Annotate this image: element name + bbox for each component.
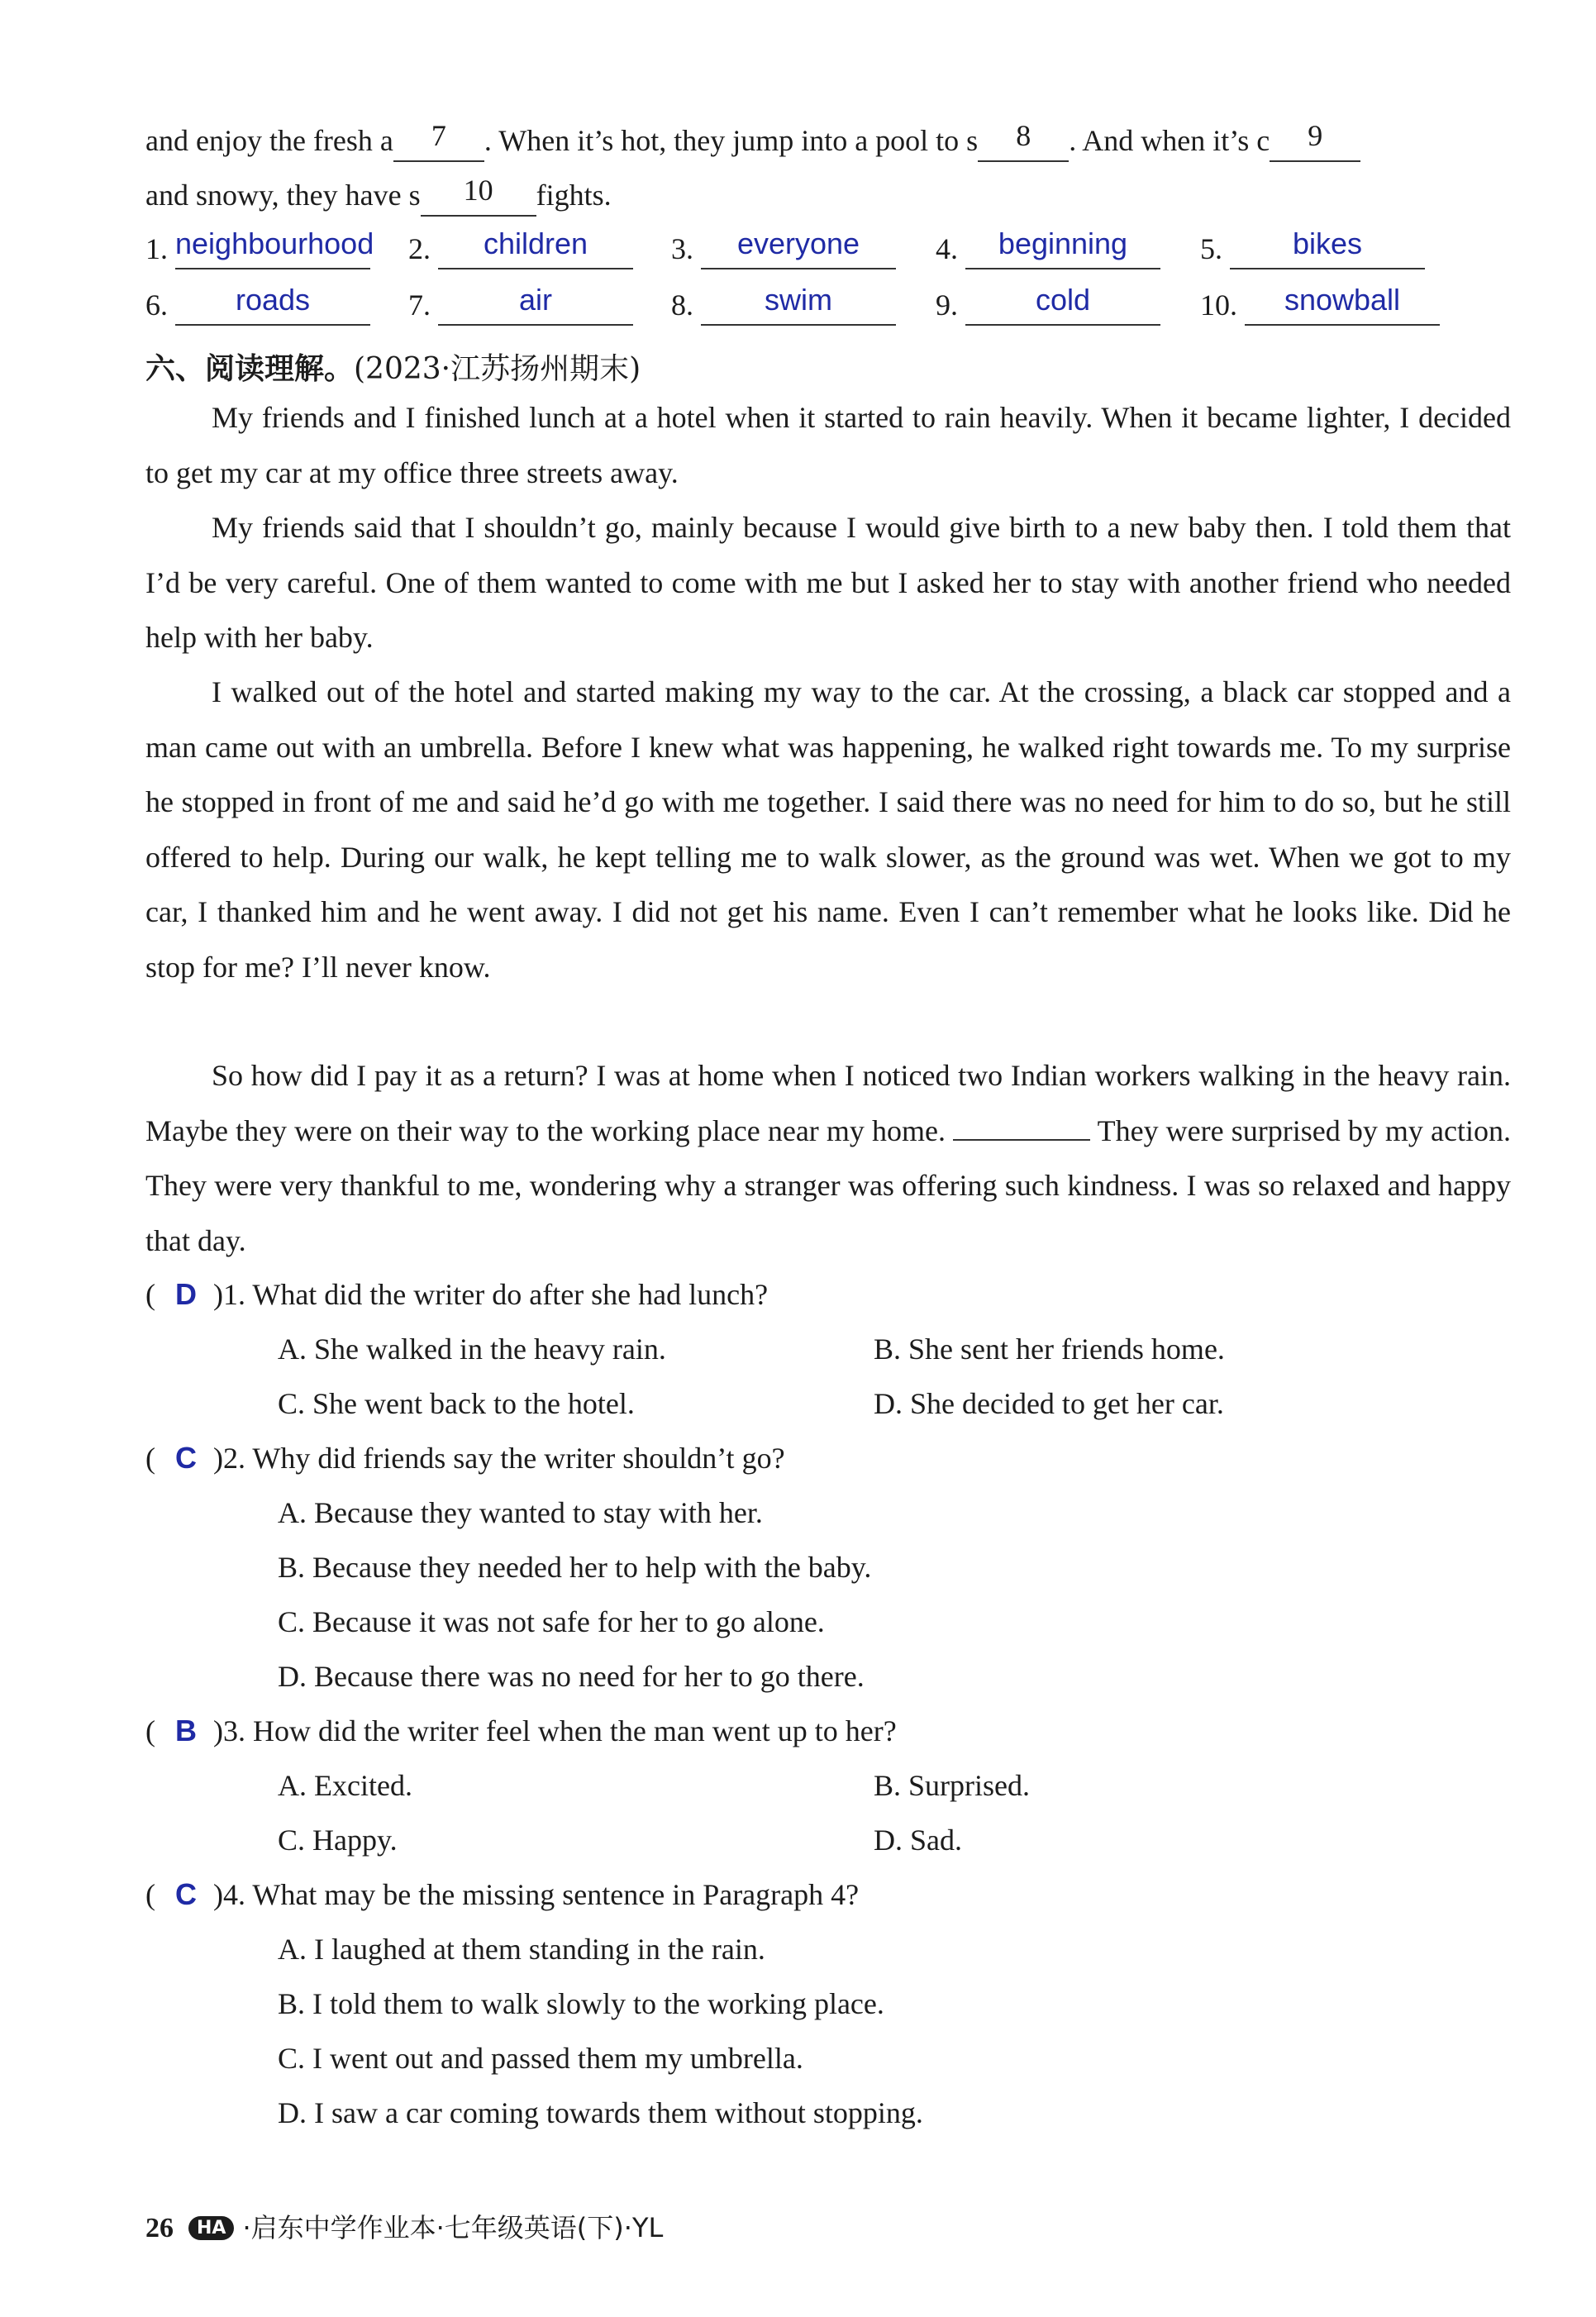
- question-answer: D: [175, 1277, 197, 1311]
- question-text: )3. How did the writer feel when the man went up to her?: [213, 1714, 897, 1747]
- option-a: A. Because they wanted to stay with her.: [278, 1496, 763, 1529]
- question-answer: B: [175, 1714, 197, 1747]
- passage-paragraph-1: [145, 390, 1511, 500]
- paragraph-text: My friends said that I shouldn’t go, mainly because I would give birth to a new baby then. I told them that I’d be very careful. One of them wanted to come with me but I asked her to stay with another friend who needed help with her baby.: [145, 511, 1511, 654]
- option-b: B. Surprised.: [874, 1769, 1030, 1802]
- fill-text-segment: fights.: [536, 179, 612, 212]
- answer-number: 4.: [936, 232, 958, 265]
- answer-value: everyone: [736, 226, 860, 260]
- question-text: )2. Why did friends say the writer shouldn’t go?: [213, 1442, 785, 1475]
- blank-10: [421, 174, 536, 217]
- passage-paragraph-4: [145, 1048, 1511, 1268]
- answer-number: 2.: [408, 232, 431, 265]
- answer-blank: [701, 226, 896, 269]
- answer-blank: [438, 283, 633, 326]
- answer-blank: [965, 283, 1160, 326]
- answer-item-7: [408, 283, 633, 326]
- paragraph-text: I walked out of the hotel and started making my way to the car. At the crossing, a black car stopped and a man came out with an umbrella. Before I knew what was happening, he walked right towards me. To my surprise he stopped in front of me and said he’d go with me together. I said there was no need for him to do so, but he still offered to help. During our walk, he kept telling me to walk slower, as the ground was wet. When we got to my car, I thanked him and he went away. I did not get his name. Even I can’t remember what he looks like. Did he stop for me? I’ll never know.: [145, 675, 1511, 984]
- question-1: ( D )1. What did the writer do after she had lunch?: [145, 1277, 769, 1311]
- option-c: C. I went out and passed them my umbrella.: [278, 2042, 803, 2075]
- answer-number: 6.: [145, 288, 168, 322]
- answer-blank: [965, 226, 1160, 269]
- option-d: D. Sad.: [874, 1824, 962, 1857]
- answer-value: snowball: [1284, 283, 1401, 317]
- paragraph-text: They were surprised by my action. They were very thankful to me, wondering why a stranger was offering such kindness. I was so relaxed and happy that day.: [145, 1113, 1511, 1257]
- answer-blank: [1245, 283, 1440, 326]
- passage-paragraph-2: [145, 500, 1511, 665]
- fill-text-line-1: [145, 119, 1360, 162]
- answer-value: air: [518, 283, 552, 317]
- blank-number: 7: [431, 119, 446, 152]
- answer-value: beginning: [998, 226, 1128, 260]
- section-heading: [145, 346, 641, 388]
- fill-text-segment: . When it’s hot, they jump into a pool to s: [484, 124, 979, 157]
- answer-blank: [701, 283, 896, 326]
- answer-number: 10.: [1200, 288, 1237, 322]
- answer-number: 7.: [408, 288, 431, 322]
- option-c: C. Because it was not safe for her to go alone.: [278, 1605, 825, 1638]
- paragraph-text: My friends and I finished lunch at a hotel when it started to rain heavily. When it became lighter, I decided to get my car at my office three streets away.: [145, 401, 1511, 489]
- answer-number: 8.: [671, 288, 693, 322]
- blank-7: [393, 119, 484, 162]
- answer-item-6: [145, 283, 370, 326]
- answer-number: 3.: [671, 232, 693, 265]
- option-b: B. She sent her friends home.: [874, 1333, 1225, 1366]
- blank-number: 10: [463, 174, 493, 207]
- option-d: D. She decided to get her car.: [874, 1387, 1224, 1420]
- answer-item-4: [936, 226, 1160, 269]
- passage-paragraph-3: [145, 665, 1511, 994]
- answer-value: swim: [765, 283, 832, 317]
- answer-item-3: [671, 226, 896, 269]
- option-a: A. She walked in the heavy rain.: [278, 1333, 666, 1366]
- option-b: B. Because they needed her to help with the baby.: [278, 1551, 872, 1584]
- answer-value: children: [483, 226, 588, 260]
- option-a: A. I laughed at them standing in the rain.: [278, 1933, 765, 1966]
- answer-blank: [175, 283, 370, 326]
- question-3: ( B )3. How did the writer feel when the man went up to her?: [145, 1714, 897, 1747]
- option-a: A. Excited.: [278, 1769, 412, 1802]
- answer-number: 5.: [1200, 232, 1222, 265]
- blank-number: 9: [1308, 119, 1323, 152]
- answer-item-10: [1200, 283, 1440, 326]
- missing-sentence-blank: [953, 1114, 1090, 1141]
- answer-item-8: [671, 283, 896, 326]
- option-b: B. I told them to walk slowly to the working place.: [278, 1987, 884, 2020]
- section-source: (2023·江苏扬州期末): [354, 352, 641, 386]
- book-title: ·启东中学作业本·七年级英语(下)·YL: [242, 2212, 664, 2243]
- option-c: C. Happy.: [278, 1824, 398, 1857]
- blank-number: 8: [1016, 119, 1031, 152]
- answer-item-9: [936, 283, 1160, 326]
- question-text: )1. What did the writer do after she had lunch?: [213, 1278, 769, 1311]
- answer-item-2: [408, 226, 633, 269]
- question-answer: C: [175, 1441, 197, 1475]
- fill-text-segment: and enjoy the fresh a: [145, 124, 393, 157]
- blank-9: [1270, 119, 1360, 162]
- answer-number: 9.: [936, 288, 958, 322]
- answer-item-5: [1200, 226, 1425, 269]
- section-title: 六、阅读理解。: [145, 352, 355, 386]
- question-4: ( C )4. What may be the missing sentence in Paragraph 4?: [145, 1877, 860, 1911]
- answer-number: 1.: [145, 232, 168, 265]
- fill-text-segment: and snowy, they have s: [145, 179, 421, 212]
- option-c: C. She went back to the hotel.: [278, 1387, 635, 1420]
- answer-item-1: [145, 226, 374, 269]
- answer-value: bikes: [1292, 226, 1363, 260]
- page-footer: [145, 2207, 663, 2245]
- answer-blank: [175, 226, 374, 269]
- question-2: ( C )2. Why did friends say the writer shouldn’t go?: [145, 1441, 785, 1475]
- page-number: 26: [145, 2213, 174, 2243]
- answer-blank: [1230, 226, 1425, 269]
- option-d: D. Because there was no need for her to go there.: [278, 1660, 865, 1693]
- answer-blank: [438, 226, 633, 269]
- option-d: D. I saw a car coming towards them without stopping.: [278, 2096, 923, 2129]
- question-answer: C: [175, 1877, 197, 1911]
- fill-text-line-2: [145, 174, 612, 217]
- publisher-badge: HA: [188, 2216, 234, 2240]
- answer-value: roads: [235, 283, 311, 317]
- question-text: )4. What may be the missing sentence in Paragraph 4?: [213, 1878, 860, 1911]
- answer-value: cold: [1035, 283, 1091, 317]
- paragraph-text: So how did I pay it as a return? I was at home when I noticed two Indian workers walking in the heavy rain. Maybe they were on their way to the working place near my home.: [145, 1059, 1511, 1147]
- answer-value: neighbourhood: [175, 226, 374, 260]
- fill-text-segment: . And when it’s c: [1069, 124, 1270, 157]
- blank-8: [978, 119, 1069, 162]
